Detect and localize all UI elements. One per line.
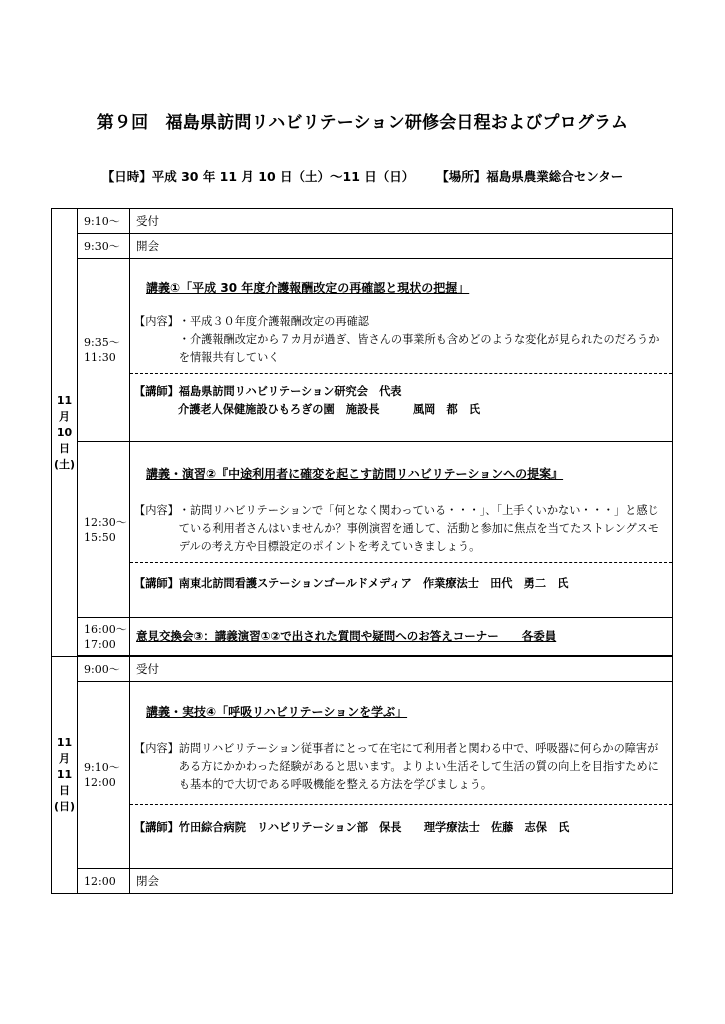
lecturer-line: 【講師】福島県訪問リハビリテーション研究会 代表 [134,385,402,398]
time-start: 16:00～ [84,622,127,636]
schedule-row [52,618,673,656]
time-end: 11:30 [84,351,116,364]
lecture-title: 講義・実技④「呼吸リハビリテーションを学ぶ」 [146,705,408,719]
event-info [0,167,725,185]
schedule-row [52,234,673,259]
day1-day-char: 日 [59,441,70,455]
day2-month-char: 月 [59,752,70,765]
lecturer-line: 介護老人保健施設ひもろぎの園 施設長 風岡 都 氏 [178,403,481,416]
time-cell: 9:00～ [78,657,130,682]
time-cell [78,682,130,869]
program-cell: 意見交換会③：講義演習①②で出された質問や疑問へのお答えコーナー 各委員 [130,618,673,656]
schedule-row [52,259,673,442]
schedule-row [52,869,673,894]
place-label: 【場所】 [436,169,487,184]
lecture-cell [130,442,673,618]
content-label: 【内容】 [134,742,179,755]
lecturer-line: 【講師】竹田綜合病院 リハビリテーション部 保長 理学療法士 佐藤 志保 氏 [134,821,570,834]
lecture-content [130,313,672,367]
schedule-row [52,442,673,618]
program-cell: 受付 [130,657,673,682]
time-cell [78,259,130,442]
schedule-table [51,208,673,894]
date-label: 【日時】 [101,169,152,184]
day2-weekday: (日) [53,800,76,813]
content-label: 【内容】 [134,504,179,517]
time-cell [78,618,130,656]
schedule-row [52,682,673,869]
schedule-row [52,657,673,682]
content-text: ・訪問リハビリテーションで「何となく関わっている・・・」、「上手くいかない・・・」と感じている利用者さんはいませんか？事例演習を通して、活動と参加に焦点を当てたストレングスモデルの考え方や目標設定のポイントを考えていきましょう。 [178,504,659,553]
time-end: 17:00 [84,637,116,651]
schedule-row [52,209,673,234]
time-start: 9:35～ [84,336,120,349]
lecture-cell [130,682,673,869]
day2-day: 11 [56,768,73,781]
time-cell: 9:10～ [78,209,130,234]
day1-month-char: 月 [59,409,70,423]
content-text: 訪問リハビリテーション従事者にとって在宅にて利用者と関わる中で、呼吸器に何らかの障害がある方にかかわった経験があると思います。よりよい生活そして生活の質の向上を目指すためにも基本的で大切である呼吸機能を整える方法を学びましょう。 [178,742,659,791]
program-cell: 受付 [130,209,673,234]
time-cell [78,442,130,618]
content-text: ・平成３０年度介護報酬改定の再確認 [178,315,369,328]
day1-month: 11 [56,393,73,407]
lecturer [130,819,672,837]
day1-cell [52,209,78,657]
place-value: 福島県農業総合センター [486,169,624,184]
lecturer [130,575,672,593]
date-value: 平成 30 年 11 月 10 日（土）～11 日（日） [151,169,415,184]
content-label: 【内容】 [134,315,179,328]
lecturer-line: 【講師】南東北訪問看護ステーションゴールドメディア 作業療法士 田代 勇二 氏 [134,577,569,590]
time-end: 15:50 [84,530,116,544]
time-end: 12:00 [84,776,116,789]
time-start: 12:30～ [84,515,127,529]
day1-day: 10 [56,425,73,439]
lecturer [130,383,672,419]
lecture-cell [130,259,673,442]
content-text: ・介護報酬改定から７カ月が過ぎ、皆さんの事業所も含めどのような変化が見られたのだろうかを情報共有していく [178,333,660,364]
lecture-title: 講義①「平成 30 年度介護報酬改定の再確認と現状の把握」 [146,281,470,295]
time-cell: 9:30～ [78,234,130,259]
program-cell: 閉会 [130,869,673,894]
page-title: 第９回 福島県訪問リハビリテーション研修会日程およびプログラム [96,113,629,133]
lecture-title: 講義・演習②『中途利用者に確変を起こす訪問リハビリテーションへの提案』 [146,467,564,481]
program-cell: 開会 [130,234,673,259]
day2-day-char: 日 [59,784,70,797]
lecture-content [130,502,672,556]
lecture-content [130,740,672,794]
time-start: 9:10～ [84,761,120,774]
day1-weekday: (土) [53,457,76,471]
time-cell: 12:00 [78,869,130,894]
day2-cell [52,657,78,894]
day2-month: 11 [56,736,73,749]
